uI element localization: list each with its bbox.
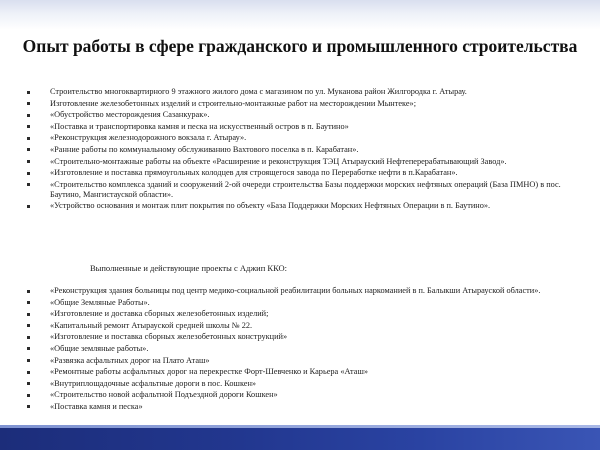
list-item-text: «Общие земляные работы». [50,343,149,353]
list-item [0,122,600,132]
bullet-icon [27,371,30,374]
list-item [0,110,600,120]
experience-list [0,87,600,213]
list-item-text: «Внутриплощадочные асфальтные дороги в пос. Кошкен» [50,378,257,388]
bullet-icon [27,205,30,208]
bullet-icon [27,290,30,293]
agip-projects-heading: Выполненные и действующие проекты с Аджип ККО: [90,263,288,273]
bullet-icon [27,183,30,186]
list-item [0,133,600,143]
bullet-icon [27,301,30,304]
agip-projects-list [0,286,600,414]
bullet-icon [27,102,30,105]
slide-title: Опыт работы в сфере гражданского и промышленного строительства [22,36,578,56]
list-item-text: Строительство многоквартирного 9 этажного жилого дома с магазином по ул. Муканова район Жилгородка г. Атырау. [50,87,467,96]
list-item [0,180,600,200]
bullet-icon [27,148,30,151]
list-item-text: «Обустройство месторождения Сазанкурак». [50,110,210,120]
list-item [0,309,600,319]
list-item [0,286,600,296]
list-item-text: «Ремонтные работы асфальтных дорог на перекрестке Форт-Шевченко и Карьера «Аташ» [50,367,368,377]
list-item-text: «Строительство новой асфальтной Подъездной дороги Кошкен» [50,390,278,400]
list-item [0,87,600,97]
bullet-icon [27,394,30,397]
bullet-icon [27,114,30,117]
list-item-text: «Устройство основания и монтаж плит покрытия по объекту «База Поддержки Морских Нефтяных Операции в п. Баутино». [50,201,491,211]
bottom-decor-band [0,428,600,450]
bullet-icon [27,347,30,350]
list-item-text: «Строительно-монтажные работы на объекте «Расширение и реконструкция ТЭЦ Атырауский Нефтеперерабатывающий Завод». [50,156,507,166]
bullet-icon [27,336,30,339]
list-item [0,356,600,366]
list-item-text: «Строительство комплекса зданий и сооружений 2-ой очереди строительства Базы поддержки морских нефтяных операций (База ПМНО) в пос. Баутино, Мангистауской области». [50,179,561,199]
list-item-text: «Развязка асфальтных дорог на Плато Аташ» [50,355,210,365]
bullet-icon [27,405,30,408]
bullet-icon [27,160,30,163]
list-item [0,298,600,308]
bullet-icon [27,382,30,385]
list-item-text: «Поставка камня и песка» [50,401,143,411]
bullet-icon [27,91,30,94]
list-item [0,99,600,109]
list-item-text: «Ранние работы по коммунальному обслуживанию Вахтового поселка в п. Карабатан». [50,144,359,154]
list-item [0,157,600,167]
bullet-icon [27,359,30,362]
list-item [0,201,600,211]
list-item-text: «Изготовление и доставка сборных железобетонных изделий; [50,309,269,319]
list-item [0,367,600,377]
list-item-text: «Реконструкция здания больницы под центр медико-социальной реабилитации больных наркоманией в п. Балыкши Атырауской области». [50,286,541,295]
list-item [0,321,600,331]
list-item [0,344,600,354]
list-item-text: «Реконструкция железнодорожного вокзала г. Атырау». [50,133,247,143]
bullet-icon [27,313,30,316]
list-item [0,402,600,412]
list-item [0,390,600,400]
top-decor-band [0,0,600,30]
bullet-icon [27,172,30,175]
bullet-icon [27,125,30,128]
list-item-text: «Изготовление и поставка сборных железобетонных конструкций» [50,332,288,342]
list-item [0,379,600,389]
list-item [0,332,600,342]
list-item-text: Изготовление железобетонных изделий и строительно-монтажные работ на месторождении Мынтеке»; [50,98,417,108]
bullet-icon [27,137,30,140]
list-item-text: «Изготовление и поставка прямоугольных колодцев для строящегося завода по Переработке нефти в п.Карабатан». [50,168,458,178]
list-item [0,168,600,178]
list-item [0,145,600,155]
list-item-text: «Капитальный ремонт Атырауской средней школы № 22. [50,320,253,330]
list-item-text: «Поставка и транспортировка камня и песка на искусственный остров в п. Баутино» [50,121,349,131]
bullet-icon [27,324,30,327]
list-item-text: «Общие Земляные Работы». [50,297,150,307]
